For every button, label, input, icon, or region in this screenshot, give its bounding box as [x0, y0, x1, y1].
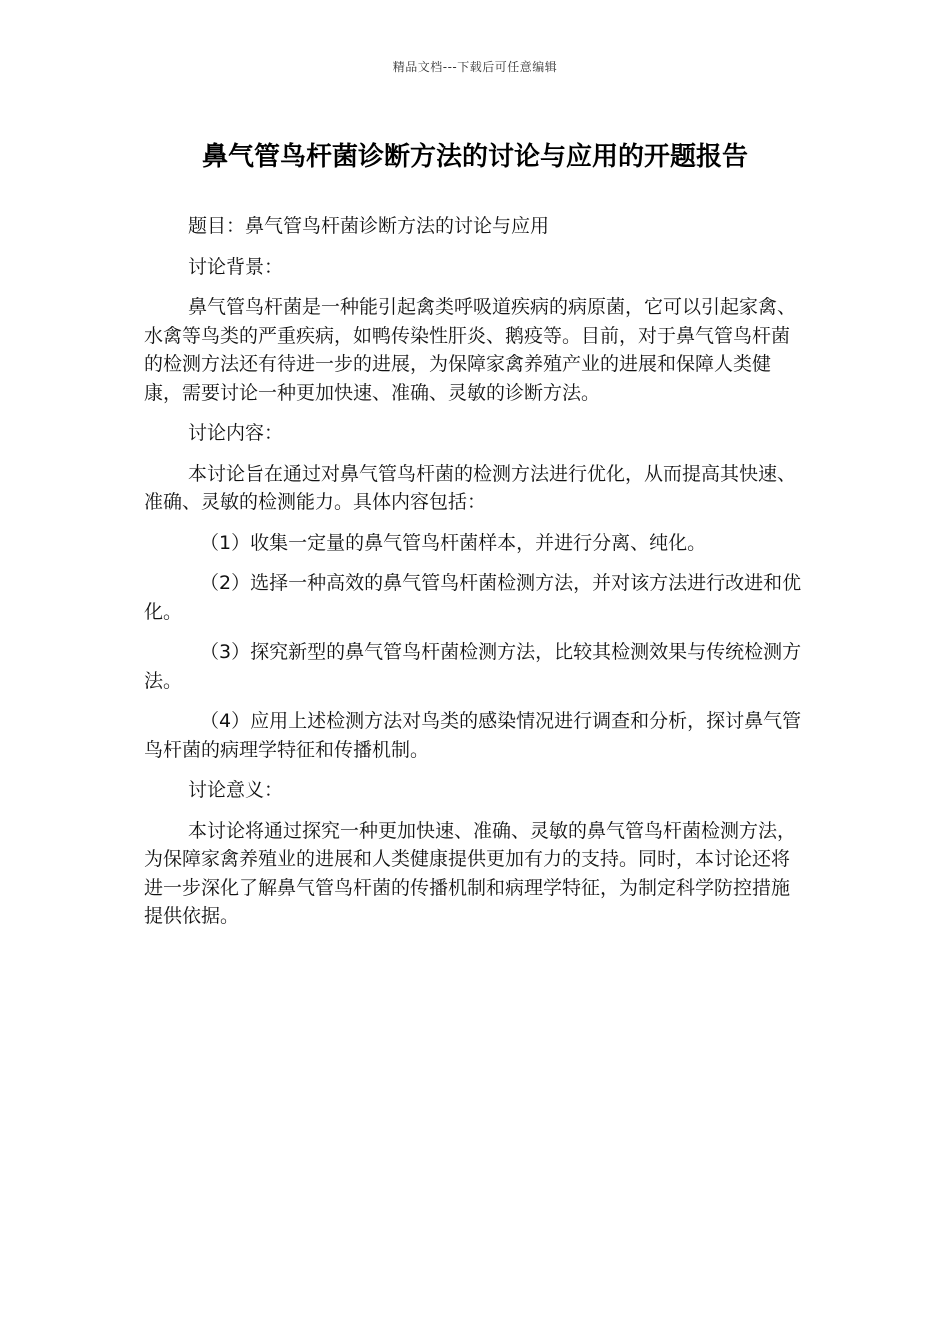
- background-heading: 讨论背景：: [188, 255, 284, 278]
- content-item: （1）收集一定量的鼻气管鸟杆菌样本，并进行分离、纯化。: [200, 531, 707, 554]
- significance-heading: 讨论意义：: [188, 779, 284, 801]
- document-body: [144, 212, 806, 943]
- content-item: （4）应用上述检测方法对鸟类的感染情况进行调查和分析，探讨鼻气管鸟杆菌的病理学特征和传播机制。: [144, 710, 802, 761]
- content-item: （2）选择一种高效的鼻气管鸟杆菌检测方法，并对该方法进行改进和优化。: [144, 572, 802, 623]
- header-note: 精品文档---下载后可任意编辑: [392, 60, 558, 74]
- content-heading: 讨论内容：: [188, 422, 284, 444]
- document-title: 鼻气管鸟杆菌诊断方法的讨论与应用的开题报告: [201, 142, 748, 172]
- significance-paragraph: 本讨论将通过探究一种更加快速、准确、灵敏的鼻气管鸟杆菌检测方法，为保障家禽养殖业的进展和人类健康提供更加有力的支持。同时，本讨论还将进一步深化了解鼻气管鸟杆菌的传播机制和病理学特征，为制定科学防控措施提供依据。: [144, 819, 797, 927]
- topic-line: 题目：鼻气管鸟杆菌诊断方法的讨论与应用: [188, 215, 550, 237]
- content-intro-paragraph: 本讨论旨在通过对鼻气管鸟杆菌的检测方法进行优化，从而提高其快速、准确、灵敏的检测能力。具体内容包括：: [144, 462, 797, 513]
- content-item: （3）探究新型的鼻气管鸟杆菌检测方法，比较其检测效果与传统检测方法。: [144, 641, 802, 692]
- background-paragraph: 鼻气管鸟杆菌是一种能引起禽类呼吸道疾病的病原菌，它可以引起家禽、水禽等鸟类的严重疾病，如鸭传染性肝炎、鹅疫等。目前，对于鼻气管鸟杆菌的检测方法还有待进一步的进展，为保障家禽养殖产业的进展和保障人类健康，需要讨论一种更加快速、准确、灵敏的诊断方法。: [144, 296, 797, 404]
